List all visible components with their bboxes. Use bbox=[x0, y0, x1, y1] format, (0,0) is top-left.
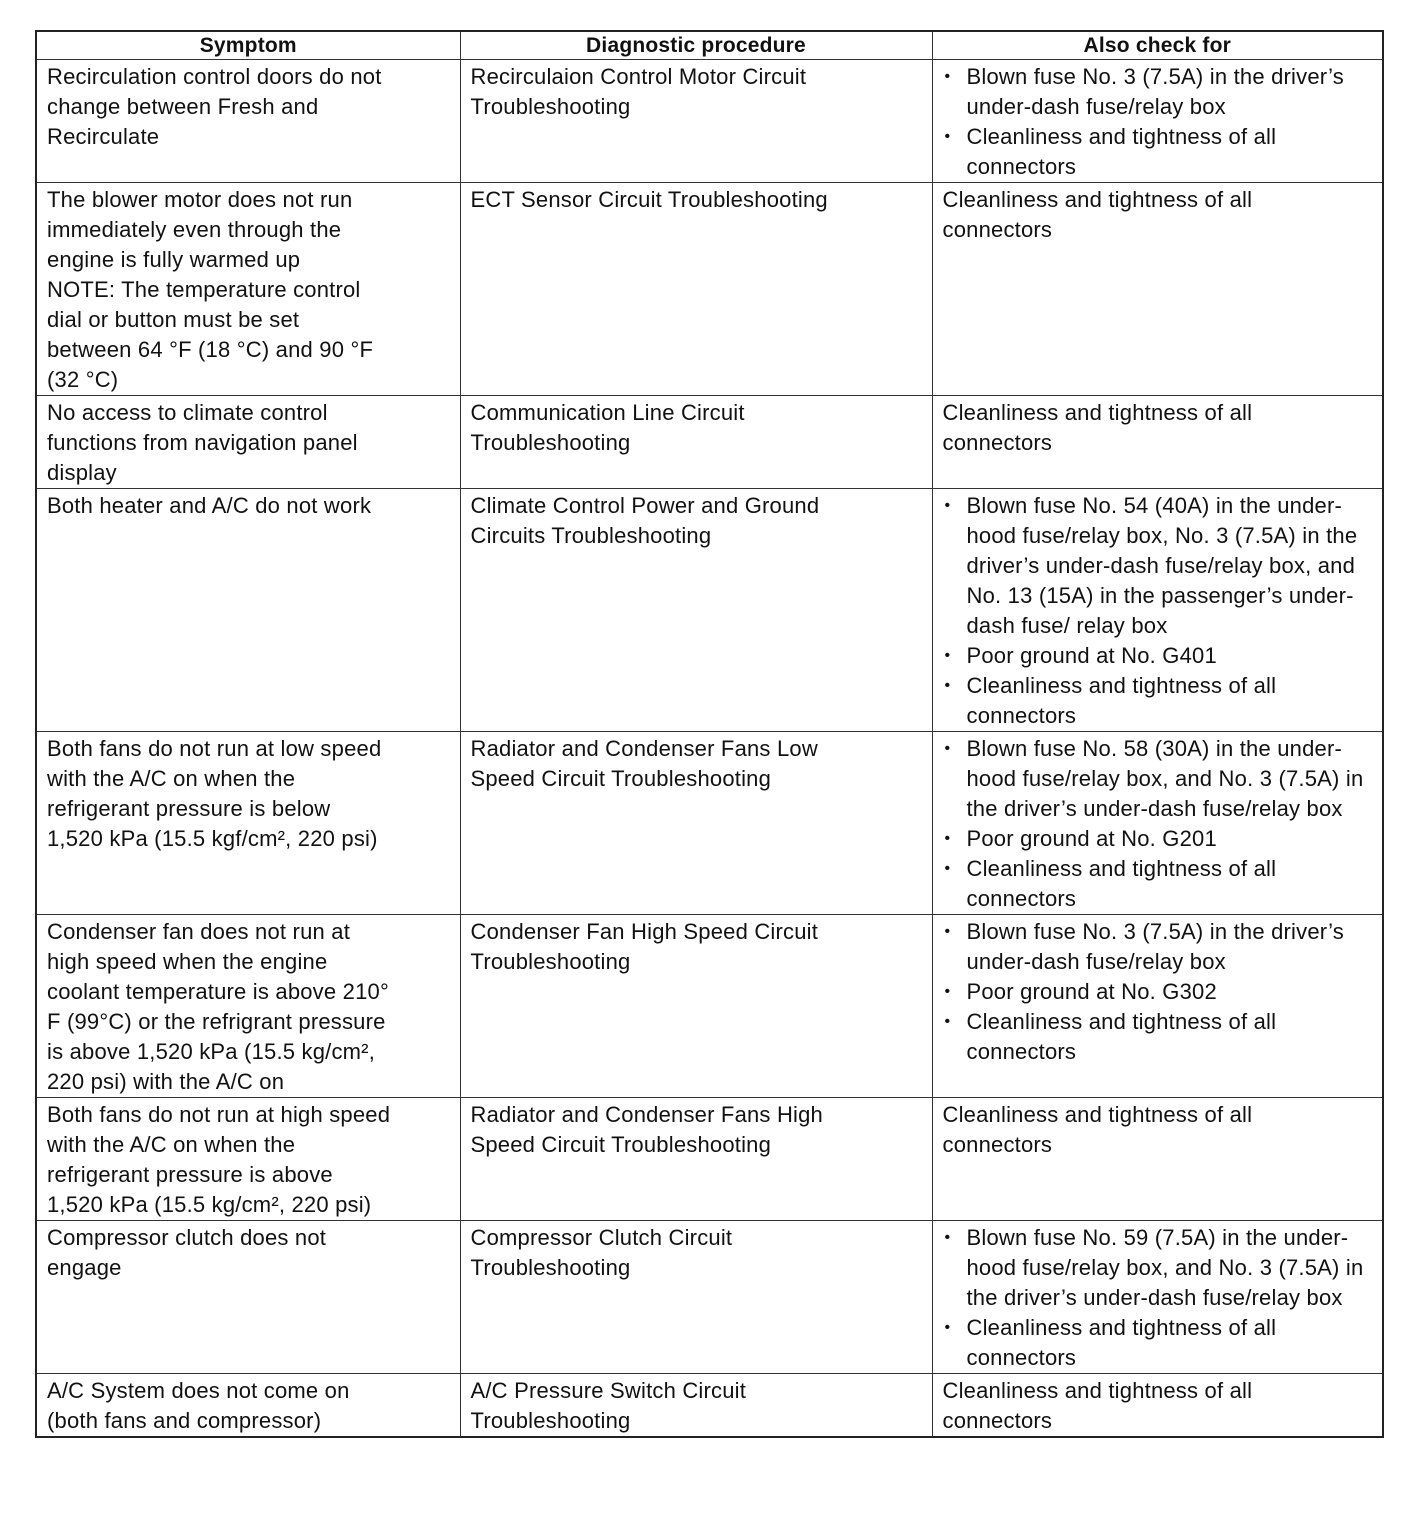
also-check-cell bbox=[932, 1221, 1383, 1374]
table-row bbox=[36, 1221, 1383, 1374]
table-row bbox=[36, 60, 1383, 183]
bullet-icon: • bbox=[944, 1319, 951, 1336]
check-item bbox=[943, 917, 1375, 977]
procedure-cell bbox=[460, 183, 932, 396]
table-row bbox=[36, 915, 1383, 1098]
procedure-text: Condenser Fan High Speed Circuit Troubleshooting bbox=[470, 919, 819, 974]
header-symptom: Symptom bbox=[36, 31, 460, 60]
check-list bbox=[943, 491, 1375, 731]
check-item bbox=[943, 734, 1375, 824]
symptom-cell bbox=[36, 732, 460, 915]
symptom-cell bbox=[36, 915, 460, 1098]
check-text: Cleanliness and tightness of all connectors bbox=[942, 1102, 1253, 1157]
procedure-cell bbox=[460, 489, 932, 732]
procedure-text: Radiator and Condenser Fans High Speed Circuit Troubleshooting bbox=[470, 1102, 823, 1157]
symptom-cell bbox=[36, 1098, 460, 1221]
table-row bbox=[36, 732, 1383, 915]
procedure-text: Radiator and Condenser Fans Low Speed Circuit Troubleshooting bbox=[470, 736, 818, 791]
procedure-text: ECT Sensor Circuit Troubleshooting bbox=[470, 187, 828, 212]
check-item-text: Poor ground at No. G401 bbox=[966, 643, 1217, 668]
check-item bbox=[943, 854, 1375, 914]
check-item bbox=[943, 977, 1375, 1007]
check-item-text: Cleanliness and tightness of all connectors bbox=[966, 1009, 1277, 1064]
check-list bbox=[943, 1223, 1375, 1373]
header-diagnostic-procedure: Diagnostic procedure bbox=[460, 31, 932, 60]
symptom-cell bbox=[36, 396, 460, 489]
symptom-text: Both fans do not run at high speed with the A/C on when the refrigerant pressure is above 1,520 kPa (15.5 kg/cm², 220 psi) bbox=[47, 1102, 391, 1217]
also-check-cell bbox=[932, 915, 1383, 1098]
also-check-cell bbox=[932, 60, 1383, 183]
procedure-text: Compressor Clutch Circuit Troubleshooting bbox=[470, 1225, 733, 1280]
symptom-cell bbox=[36, 1221, 460, 1374]
procedure-cell bbox=[460, 60, 932, 183]
bullet-icon: • bbox=[944, 497, 951, 514]
procedure-text: Recirculaion Control Motor Circuit Troubleshooting bbox=[470, 64, 807, 119]
check-text: Cleanliness and tightness of all connectors bbox=[942, 1378, 1253, 1433]
check-item-text: Blown fuse No. 58 (30A) in the under-hood fuse/relay box, and No. 3 (7.5A) in the driver’s under-dash fuse/relay box bbox=[966, 736, 1364, 821]
check-item-text: Cleanliness and tightness of all connectors bbox=[966, 673, 1277, 728]
check-item bbox=[943, 1223, 1375, 1313]
bullet-icon: • bbox=[944, 1013, 951, 1030]
symptom-text: A/C System does not come on (both fans and compressor) bbox=[47, 1378, 350, 1433]
check-item-text: Cleanliness and tightness of all connectors bbox=[966, 124, 1277, 179]
check-item-text: Cleanliness and tightness of all connectors bbox=[966, 856, 1277, 911]
check-item-text: Blown fuse No. 59 (7.5A) in the under-hood fuse/relay box, and No. 3 (7.5A) in the driver’s under-dash fuse/relay box bbox=[966, 1225, 1364, 1310]
symptom-cell bbox=[36, 60, 460, 183]
check-item-text: Poor ground at No. G201 bbox=[966, 826, 1217, 851]
procedure-text: Climate Control Power and Ground Circuits Troubleshooting bbox=[470, 493, 820, 548]
procedure-cell bbox=[460, 1221, 932, 1374]
symptom-cell bbox=[36, 183, 460, 396]
check-item-text: Blown fuse No. 3 (7.5A) in the driver’s under-dash fuse/relay box bbox=[966, 64, 1344, 119]
troubleshooting-sheet bbox=[35, 30, 1382, 1438]
bullet-icon: • bbox=[944, 830, 951, 847]
check-item bbox=[943, 641, 1375, 671]
symptom-text: Both fans do not run at low speed with the A/C on when the refrigerant pressure is below 1,520 kPa (15.5 kgf/cm², 220 psi) bbox=[47, 736, 382, 851]
symptom-text: No access to climate control functions from navigation panel display bbox=[47, 400, 358, 485]
check-item bbox=[943, 491, 1375, 641]
also-check-cell bbox=[932, 1098, 1383, 1221]
also-check-cell bbox=[932, 732, 1383, 915]
table-row bbox=[36, 183, 1383, 396]
symptom-text: The blower motor does not run immediately even through the engine is fully warmed up NOTE: The temperature control dial or button must be set between 64 °F (18 °C) and 90 °F (32 °C) bbox=[47, 187, 374, 392]
check-item-text: Blown fuse No. 3 (7.5A) in the driver’s under-dash fuse/relay box bbox=[966, 919, 1344, 974]
procedure-cell bbox=[460, 1098, 932, 1221]
also-check-cell bbox=[932, 183, 1383, 396]
bullet-icon: • bbox=[944, 677, 951, 694]
check-text: Cleanliness and tightness of all connectors bbox=[942, 400, 1253, 455]
check-list bbox=[943, 917, 1375, 1067]
check-item bbox=[943, 1007, 1375, 1067]
symptom-cell bbox=[36, 1374, 460, 1438]
check-item-text: Blown fuse No. 54 (40A) in the under-hood fuse/relay box, No. 3 (7.5A) in the driver’s under-dash fuse/relay box, and No. 13 (15A) in the passenger’s under-dash fuse/ relay box bbox=[966, 493, 1358, 638]
also-check-cell bbox=[932, 396, 1383, 489]
procedure-cell bbox=[460, 915, 932, 1098]
check-item bbox=[943, 122, 1375, 182]
check-text: Cleanliness and tightness of all connectors bbox=[942, 187, 1253, 242]
table-row bbox=[36, 396, 1383, 489]
check-item bbox=[943, 671, 1375, 731]
symptom-troubleshooting-table bbox=[35, 30, 1384, 1438]
table-row bbox=[36, 1374, 1383, 1438]
header-row bbox=[36, 31, 1383, 60]
check-item bbox=[943, 1313, 1375, 1373]
table-row bbox=[36, 489, 1383, 732]
procedure-cell bbox=[460, 1374, 932, 1438]
check-item bbox=[943, 62, 1375, 122]
bullet-icon: • bbox=[944, 983, 951, 1000]
bullet-icon: • bbox=[944, 647, 951, 664]
bullet-icon: • bbox=[944, 1229, 951, 1246]
check-item bbox=[943, 824, 1375, 854]
header-also-check-for: Also check for bbox=[932, 31, 1383, 60]
bullet-icon: • bbox=[944, 860, 951, 877]
also-check-cell bbox=[932, 489, 1383, 732]
bullet-icon: • bbox=[944, 740, 951, 757]
symptom-text: Both heater and A/C do not work bbox=[47, 493, 372, 518]
check-list bbox=[943, 62, 1375, 182]
check-list bbox=[943, 734, 1375, 914]
procedure-cell bbox=[460, 732, 932, 915]
symptom-cell bbox=[36, 489, 460, 732]
table-row bbox=[36, 1098, 1383, 1221]
check-item-text: Poor ground at No. G302 bbox=[966, 979, 1217, 1004]
symptom-text: Condenser fan does not run at high speed when the engine coolant temperature is above 210° F (99°C) or the refrigrant pressure is above 1,520 kPa (15.5 kg/cm², 220 psi) with the A/C on bbox=[47, 919, 389, 1094]
bullet-icon: • bbox=[944, 68, 951, 85]
procedure-text: Communication Line Circuit Troubleshooting bbox=[470, 400, 745, 455]
procedure-text: A/C Pressure Switch Circuit Troubleshooting bbox=[470, 1378, 747, 1433]
also-check-cell bbox=[932, 1374, 1383, 1438]
symptom-text: Compressor clutch does not engage bbox=[47, 1225, 327, 1280]
symptom-text: Recirculation control doors do not change between Fresh and Recirculate bbox=[47, 64, 382, 149]
check-item-text: Cleanliness and tightness of all connectors bbox=[966, 1315, 1277, 1370]
bullet-icon: • bbox=[944, 128, 951, 145]
bullet-icon: • bbox=[944, 923, 951, 940]
procedure-cell bbox=[460, 396, 932, 489]
